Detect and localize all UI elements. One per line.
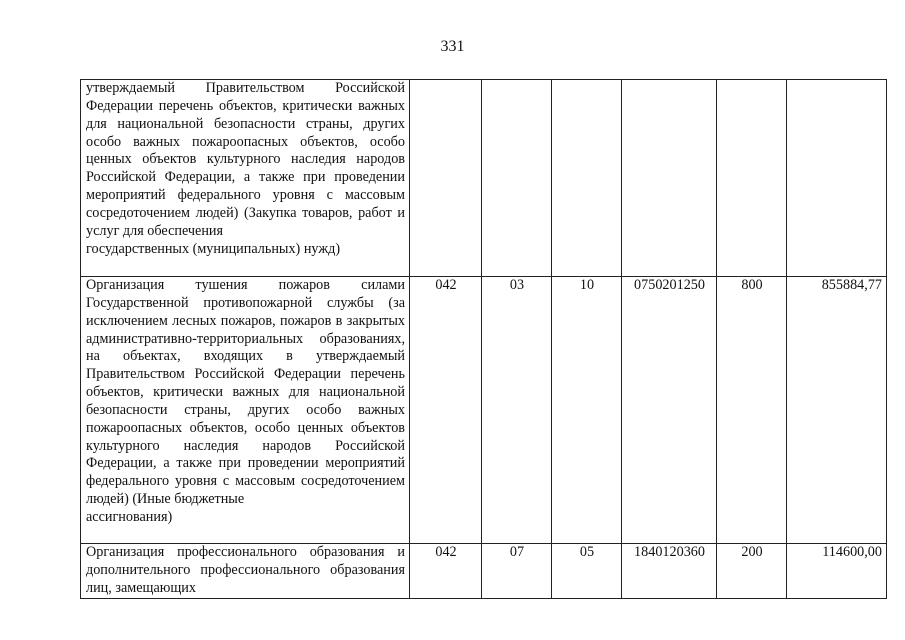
table-row xyxy=(81,544,887,599)
ved-cell xyxy=(410,80,482,277)
sum-cell: 855884,77 xyxy=(787,277,887,544)
row-description: утверждаемый Правительством Российской Федерации перечень объектов, критически важных для национальной безопасности страны, других особо важных пожароопасных объектов, особо ценных объектов культурного наследия народов Российской Федерации, а также при проведении мероприятий федерального уровня с массовым сосредоточением людей) (Закупка товаров, работ и услуг для обеспечения xyxy=(86,80,405,239)
rz-cell: 07 xyxy=(482,544,552,599)
rz-cell xyxy=(482,80,552,277)
row-description-cell xyxy=(81,277,410,544)
row-description-tail: государственных (муниципальных) нужд) xyxy=(86,240,341,257)
sum-cell xyxy=(787,80,887,277)
row-description: Организация тушения пожаров силами Государственной противопожарной службы (за исключением лесных пожаров, пожаров в закрытых административно-территориальных образованиях, на объектах, входящих в утверждаемый Правительством Российской Федерации перечень объектов, критически важных для национальной безопасности страны, других особо важных пожароопасных объектов, особо ценных объектов культурного наследия народов Российской Федерации, а также при проведении мероприятий федерального уровня с массовым сосредоточением людей) (Иные бюджетные xyxy=(86,277,405,508)
page-number: 331 xyxy=(440,38,465,55)
rz-cell: 03 xyxy=(482,277,552,544)
sum-cell: 114600,00 xyxy=(787,544,887,599)
ved-cell: 042 xyxy=(410,277,482,544)
csr-cell xyxy=(622,80,717,277)
csr-cell: 1840120360 xyxy=(622,544,717,599)
table-row xyxy=(81,80,887,277)
pr-cell xyxy=(552,80,622,277)
row-description-tail: ассигнования) xyxy=(86,508,173,525)
vr-cell: 800 xyxy=(717,277,787,544)
pr-cell: 10 xyxy=(552,277,622,544)
vr-cell xyxy=(717,80,787,277)
row-description-cell xyxy=(81,80,410,277)
row-description: Организация профессионального образования и дополнительного профессионального образования лиц, замещающих xyxy=(86,544,405,596)
pr-cell: 05 xyxy=(552,544,622,599)
ved-cell: 042 xyxy=(410,544,482,599)
budget-table xyxy=(80,79,887,599)
csr-cell: 0750201250 xyxy=(622,277,717,544)
row-description-cell xyxy=(81,544,410,599)
table-row xyxy=(81,277,887,544)
vr-cell: 200 xyxy=(717,544,787,599)
